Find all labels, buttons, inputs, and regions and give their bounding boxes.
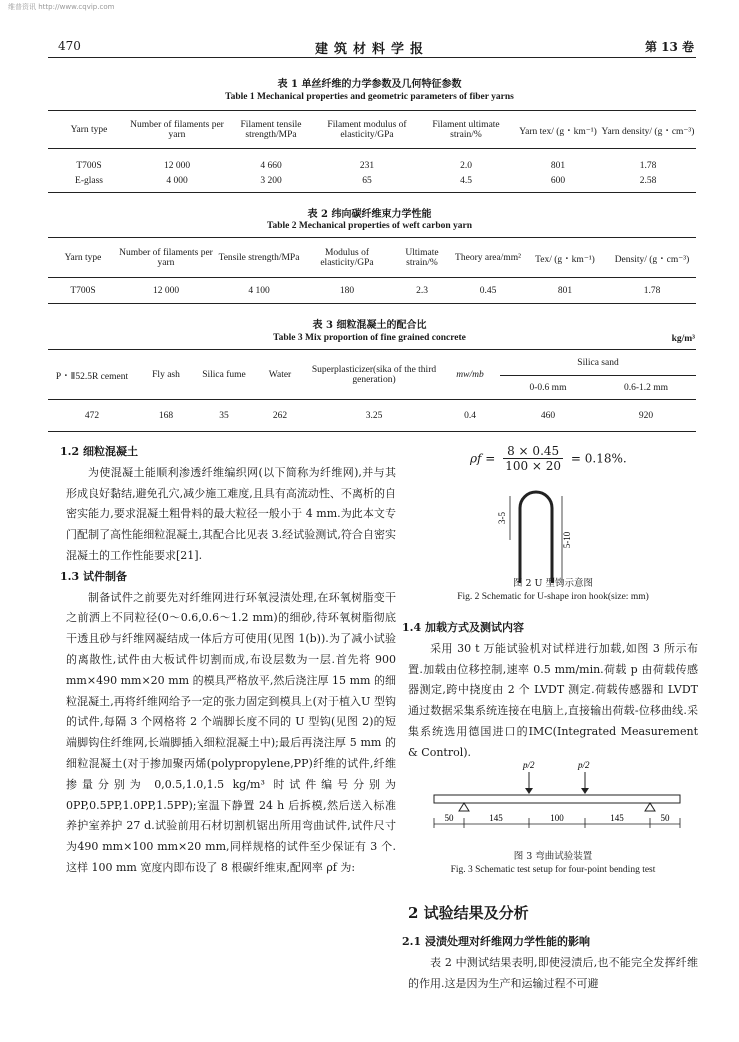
section-1-3-title: 1.3 试件制备 [60, 569, 127, 583]
table3-caption-cn: 表 3 细粒混凝土的配合比 [312, 320, 427, 331]
table3-header-cell: Fly ash [136, 350, 196, 400]
page-number: 470 [58, 39, 81, 53]
table-row [48, 278, 696, 304]
table-row [48, 400, 696, 432]
formula-lhs: ρf = [470, 451, 496, 466]
table3 [48, 349, 696, 432]
table-row [48, 171, 696, 193]
table1-header-row [48, 111, 696, 149]
table1-header-cell: Filament ultimate strain/% [432, 119, 500, 140]
table3-header-cell: Silica fume [196, 350, 252, 400]
specimen-beam [434, 795, 680, 803]
table1-cell: 4 660 [260, 160, 282, 171]
watermark: 维普资讯 http://www.cqvip.com [8, 3, 115, 11]
section-1-4-paragraph: 采用 30 t 万能试验机对试样进行加载,如图 3 所示布置.加载由位移控制,速率 0.5 mm/min.荷载 p 由荷载传感器测定,跨中挠度由 2 个 LVDT 测定.荷载传感器和 LVDT 通过数据采集系统连接在电脑上,直接输出荷载-位移曲线.采集系统选用德国进口的IMC(Integrated Measurement & Control). [408, 641, 698, 759]
table2-cell: 12 000 [152, 285, 180, 296]
table2-caption-en: Table 2 Mechanical properties of weft carbon yarn [266, 221, 473, 231]
table3-subheader-cell: 0-0.6 mm [529, 382, 567, 393]
fig3-caption-en: Fig. 3 Schematic test setup for four-point bending test [450, 865, 656, 875]
table1-caption-en: Table 1 Mechanical properties and geometric parameters of fiber yarns [225, 92, 514, 102]
table2 [48, 237, 696, 304]
table3-cell: 472 [84, 410, 100, 421]
table2-cell: 0.45 [479, 285, 497, 296]
table1-header-cell: Yarn density/ (g・cm⁻³) [601, 126, 695, 137]
table2-cell: 2.3 [416, 285, 428, 296]
table1-cell: 4 000 [166, 176, 188, 187]
table2-header-cell: Modulus of elasticity/GPa [320, 247, 374, 268]
table3-header-cell: Water [252, 350, 308, 400]
table1-header-cell: Yarn type [70, 124, 108, 135]
table1-cell: T700S [76, 160, 102, 171]
section-2-1-title: 2.1 浸渍处理对纤维网力学性能的影响 [402, 935, 590, 948]
load-right-label: p/2 [578, 760, 590, 770]
table3-cell: 35 [219, 410, 229, 421]
table3-header-cell: mw/mb [440, 350, 500, 400]
dimension-label: 145 [489, 813, 503, 823]
table1-cell: 12 000 [163, 160, 191, 171]
fig2-caption-en: Fig. 2 Schematic for U-shape iron hook(size: mm) [457, 592, 649, 602]
section-2-title: 2 试验结果及分析 [408, 904, 529, 922]
table1-cell: 231 [359, 160, 375, 171]
table2-cell: 801 [557, 285, 573, 296]
section-1-2-title: 1.2 细粒混凝土 [60, 445, 138, 458]
table2-header-cell: Density/ (g・cm⁻³) [614, 254, 690, 265]
table3-header-cell: Silica sand [500, 350, 696, 376]
u-hook-shape [520, 492, 552, 583]
volume-label: 第 13 卷 [644, 40, 694, 54]
table3-cell: 168 [158, 410, 174, 421]
table1-header-cell: Filament modulus of elasticity/GPa [327, 119, 407, 140]
table3-header-cell: Superplasticizer(sika of the third generation) [308, 350, 440, 400]
section-1-4-title: 1.4 加载方式及测试内容 [402, 621, 524, 634]
formula-rhs: = 0.18%. [570, 451, 627, 466]
table2-cell: 1.78 [643, 285, 661, 296]
table3-cell: 262 [272, 410, 288, 421]
table1-caption-cn: 表 1 单丝纤维的力学参数及几何特征参数 [277, 79, 462, 90]
table2-cell: T700S [70, 285, 96, 296]
table1-cell: 801 [550, 160, 566, 171]
load-arrowhead-left [525, 788, 533, 794]
table3-cell: 920 [638, 410, 654, 421]
section-2-1-paragraph: 表 2 中测试结果表明,即使浸渍后,也不能完全发挥纤维的作用.这是因为生产和运输过程不可避 [408, 955, 698, 990]
table-row [48, 149, 696, 171]
table3-caption-en: Table 3 Mix proportion of fine grained concrete [273, 333, 466, 343]
table1-cell: 600 [550, 176, 566, 187]
section-1-3-paragraph: 制备试件之前要先对纤维网进行环氧浸渍处理,在环氧树脂变干之前洒上不同粒径(0～0.6,0.6～1.2 mm)的细砂,待环氧树脂彻底干透且砂与纤维网凝结成一体后方可使用(见图 1(b)).为了减小试验的离散性,试件由大板试件切割而成,布设层数为一层.首先将 900 mm×490 mm×20 mm 的模具严格放平,然后浇注厚 15 mm 的细粒混凝土,再将纤维网给予一定的张力固定到模具上(对于植入U 型钩的试件,每隔 3 个网格将 2 个端脚长度不同的 U 型钩(见图 2)的短端脚钩住纤维网,长端脚插入细粒混凝土中);最后再浇注厚 5 mm 的细粒混凝土(对于掺加聚丙烯(polypropylene,PP)纤维的试件,纤维掺量分别为 0,0.5,1.0,1.5 kg/m³ 时试件编号分别为 0PP,0.5PP,1.0PP,1.5PP);室温下静置 24 h 后拆模,然后送入标准养护室养护 27 d.试验前用石材切割机锯出所用弯曲试件,试件尺寸为490 mm×100 mm×20 mm,同样规格的试件至少保证有 3 个.这样 100 mm 宽度内即布设了 8 根碳纤维束,配网率 ρf 为: [66, 590, 396, 874]
support-right [645, 803, 655, 811]
table2-header-cell: Theory area/mm² [455, 252, 521, 263]
load-arrowhead-right [581, 788, 589, 794]
dimension-label: 50 [444, 813, 454, 823]
table3-header-cell: P・Ⅱ52.5R cement [48, 350, 136, 400]
table3-subheader-cell: 0.6-1.2 mm [623, 382, 669, 393]
load-left-label: p/2 [523, 760, 535, 770]
formula-numerator: 8 × 0.45 [503, 444, 563, 459]
short-leg-label: 3-5 [497, 512, 507, 524]
table1-cell: 4.5 [460, 176, 472, 187]
table1-cell: E-glass [75, 176, 103, 187]
table1-cell: 1.78 [639, 160, 657, 171]
table2-header-row [48, 238, 696, 278]
dimension-label: 100 [550, 813, 564, 823]
table1-cell: 2.0 [460, 160, 472, 171]
long-leg-label: 5-10 [562, 531, 572, 549]
table3-cell: 3.25 [365, 410, 383, 421]
table2-header-cell: Tex/ (g・km⁻¹) [535, 254, 595, 265]
section-2 [402, 932, 698, 994]
dimension-label: 145 [610, 813, 624, 823]
support-left [459, 803, 469, 811]
table2-caption-cn: 表 2 纬向碳纤维束力学性能 [307, 209, 432, 220]
reinforcement-ratio-formula [470, 444, 627, 473]
table1-cell: 3 200 [260, 176, 282, 187]
table3-cell: 460 [540, 410, 556, 421]
fig2-caption-cn: 图 2 U 型钩示意图 [512, 578, 594, 589]
journal-name: 建筑材料学报 [314, 42, 429, 57]
table1 [48, 110, 696, 193]
table3-cell: 0.4 [464, 410, 476, 421]
formula-denominator: 100 × 20 [505, 459, 562, 473]
table2-header-cell: Tensile strength/MPa [218, 252, 300, 263]
table1-cell: 2.58 [639, 176, 657, 187]
table1-header-cell: Number of filaments per yarn [130, 119, 224, 140]
page-header [48, 35, 696, 58]
table2-header-cell: Ultimate strain/% [405, 247, 439, 268]
table1-cell: 65 [362, 176, 372, 187]
table2-header-cell: Yarn type [64, 252, 102, 263]
table3-unit: kg/m³ [671, 334, 695, 344]
table1-header-cell: Filament tensile strength/MPa [240, 119, 302, 140]
fig3-caption-cn: 图 3 弯曲试验装置 [513, 851, 593, 862]
table2-header-cell: Number of filaments per yarn [119, 247, 213, 268]
section-1-2-paragraph: 为使混凝土能顺利渗透纤维编织网(以下简称为纤维网),并与其形成良好黏结,避免孔穴,减少施工难度,且具有高流动性、不离析的自密实能力,要求混凝土粗骨料的最大粒径一般小于 4 mm.为此本文专门配制了高性能细粒混凝土,其配合比见表 3.经试验测试,符合自密实混凝土的工作性能要求[21]. [66, 465, 396, 562]
table1-header-cell: Yarn tex/ (g・km⁻¹) [519, 126, 597, 137]
table3-header-row [48, 350, 696, 376]
section-1-4 [402, 618, 698, 764]
u-hook-diagram [490, 478, 590, 588]
left-column [60, 442, 396, 879]
table2-cell: 180 [339, 285, 355, 296]
four-point-bending-diagram [420, 758, 690, 838]
dimension-label: 50 [660, 813, 670, 823]
table2-cell: 4 100 [248, 285, 270, 296]
